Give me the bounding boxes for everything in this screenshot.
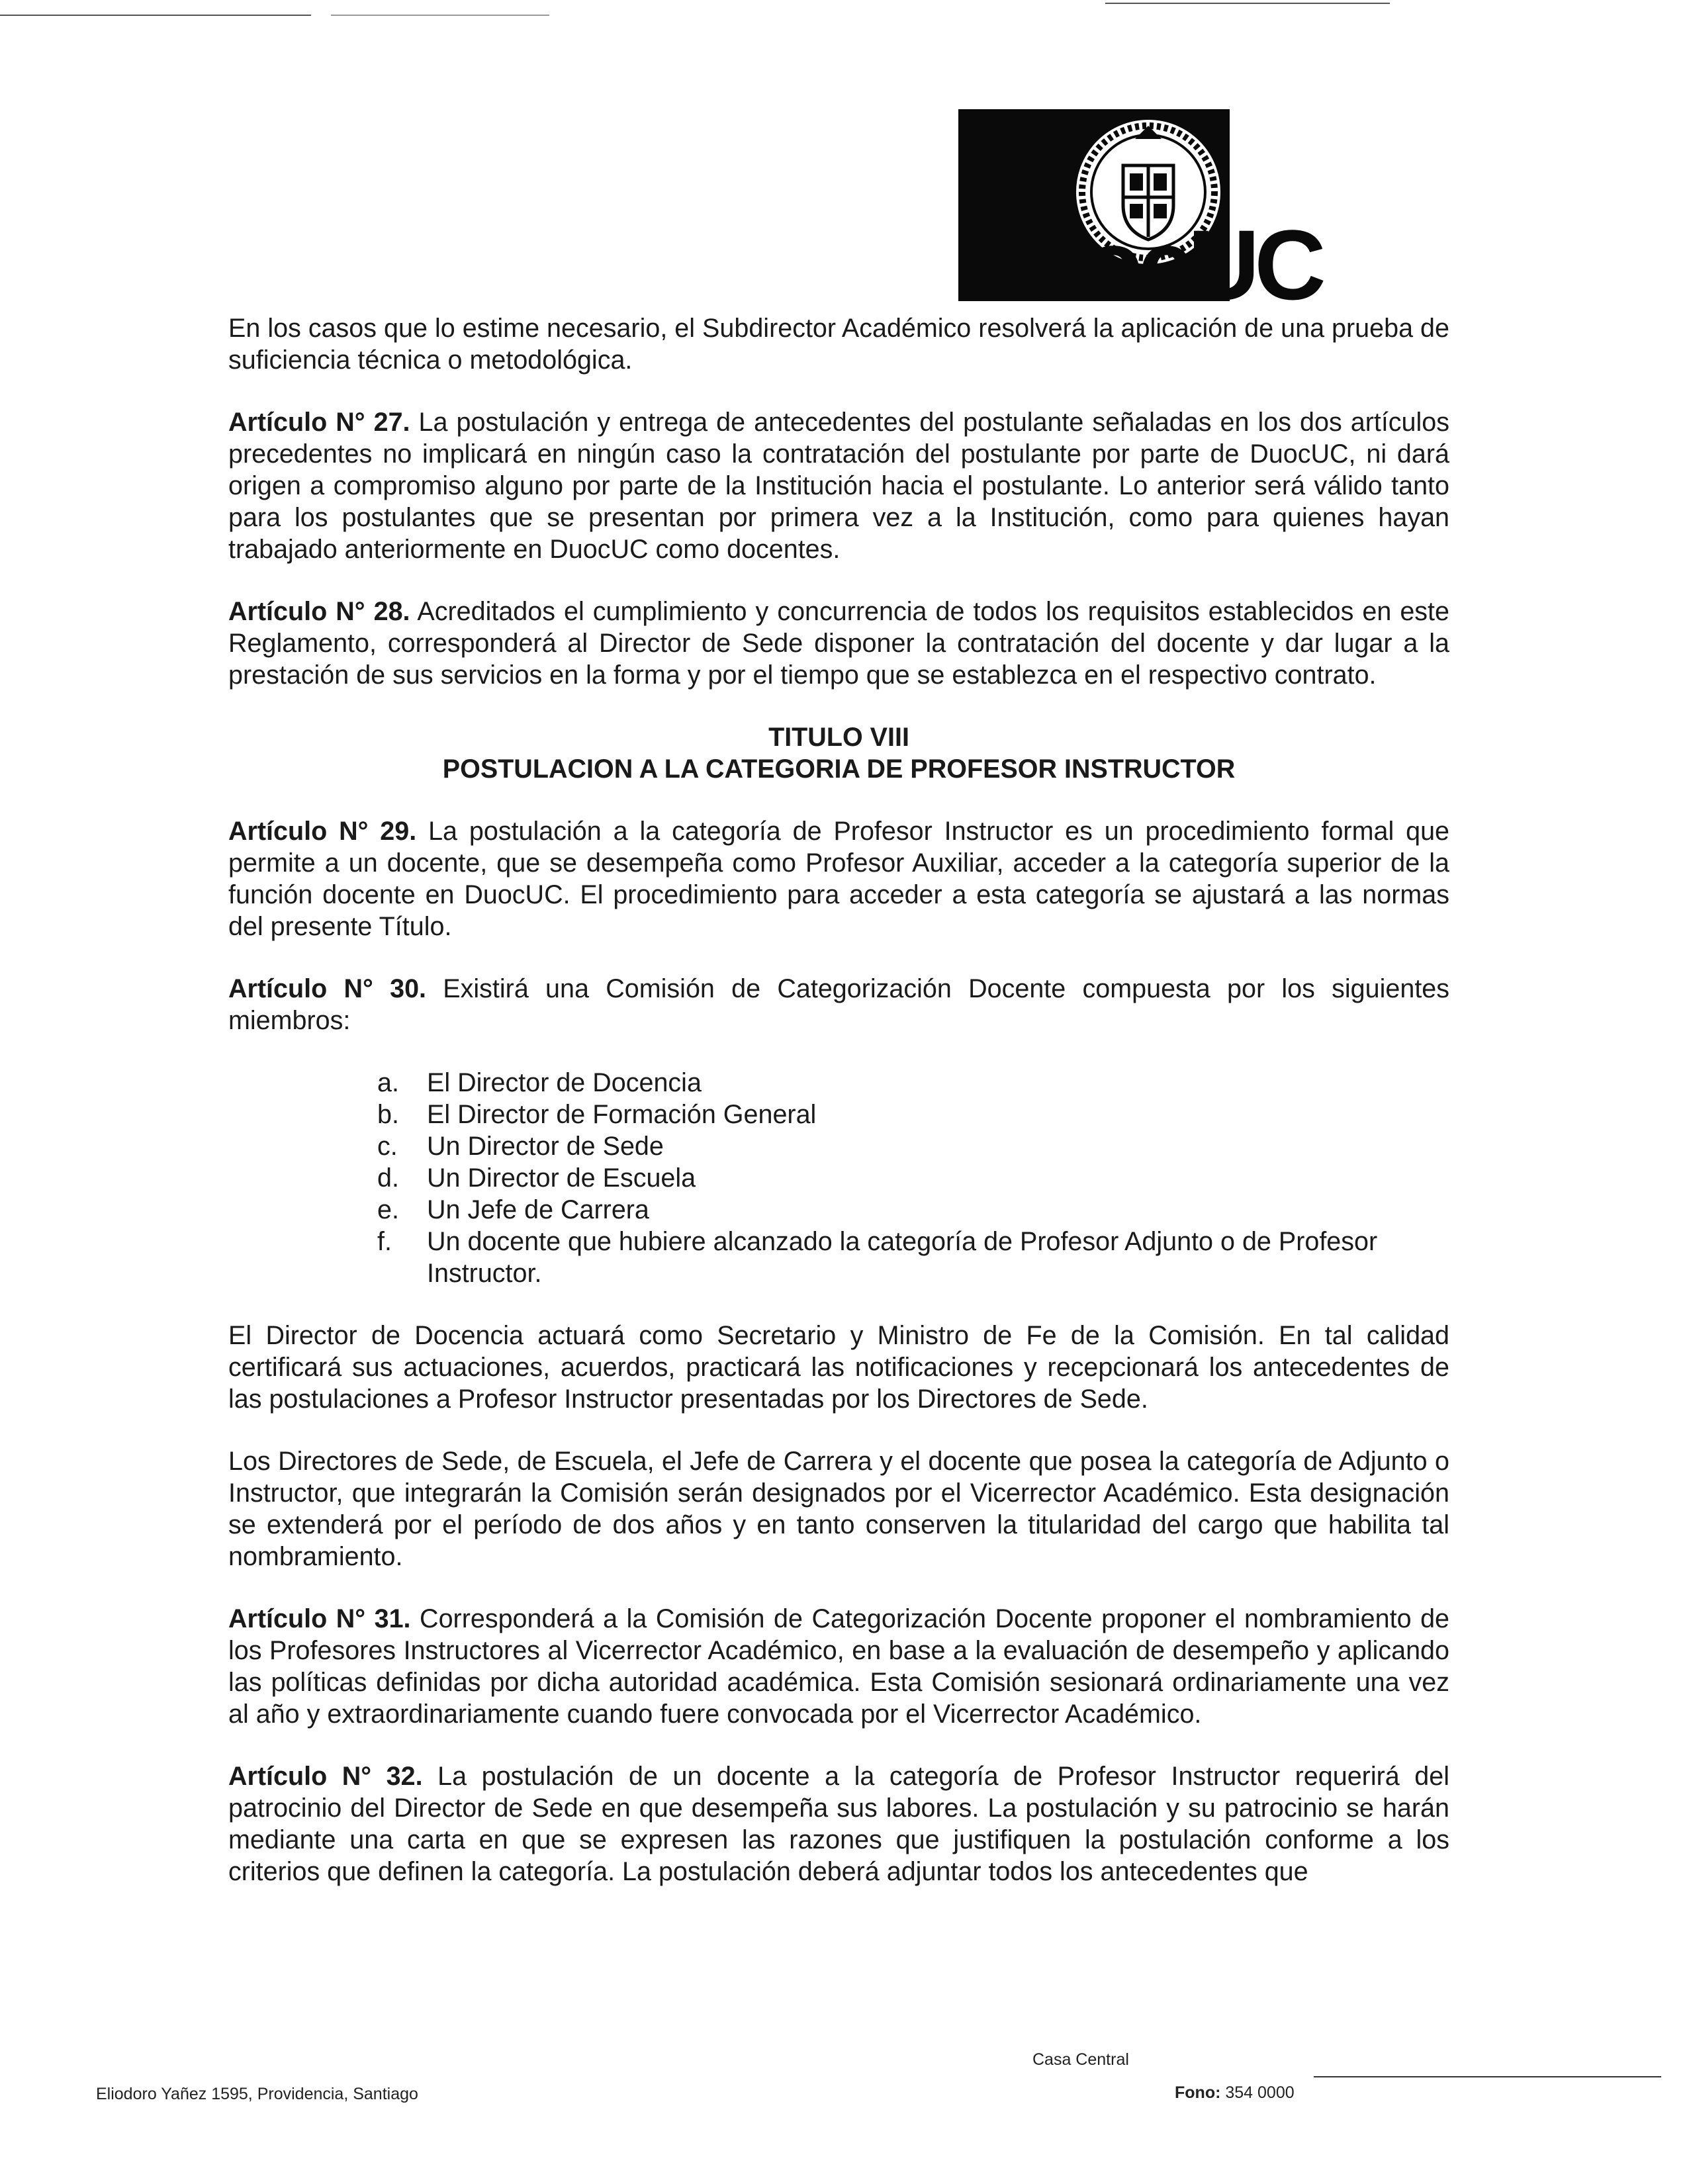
paragraph-secretario: El Director de Docencia actuará como Secretario y Ministro de Fe de la Comisión. En tal calidad certificará sus actuaciones, acuerdos, practicará las notificaciones y recepcionará los antecedentes de las postulaciones a Profesor Instructor presentadas por los Directores de Sede.	[228, 1321, 1449, 1414]
paragraph-directores: Los Directores de Sede, de Escuela, el Jefe de Carrera y el docente que posea la categoría de Adjunto o Instructor, que integrarán la Comisión serán designados por el Vicerrector Académico. Esta designación se extenderá por el período de dos años y en tanto conserven la titularidad del cargo que habilita tal nombramiento.	[228, 1447, 1449, 1571]
list-item-letter: e.	[377, 1195, 399, 1224]
footer-casa-central: Casa Central	[1032, 2050, 1129, 2069]
document-body	[228, 312, 1449, 1918]
list-item	[228, 1099, 1449, 1130]
list-item-letter: d.	[377, 1163, 399, 1193]
article-29-text: La postulación a la categoría de Profesor Instructor es un procedimiento formal que permite a un docente, que se desempeña como Profesor Auxiliar, acceder a la categoría superior de la función docente en DuocUC. El procedimiento para acceder a esta categoría se ajustará a las normas del presente Título.	[228, 817, 1450, 941]
article-32-text: La postulación de un docente a la categoría de Profesor Instructor requerirá del patrocinio del Director de Sede en que desempeña sus labores. La postulación y su patrocinio se harán mediante una carta en que se expresen las razones que justifiquen la postulación conforme a los criterios que definen la categoría. La postulación deberá adjuntar todos los antecedentes que	[228, 1762, 1449, 1886]
list-item-text: Un Jefe de Carrera	[427, 1195, 649, 1224]
scan-top-rule-mid	[331, 15, 549, 16]
footer-phone	[1175, 2083, 1295, 2103]
article-28-label: Artículo N° 28.	[228, 597, 410, 626]
list-item	[228, 1226, 1449, 1289]
list-item-text: El Director de Formación General	[427, 1100, 817, 1129]
list-item	[228, 1162, 1449, 1194]
footer-phone-value: 354 0000	[1220, 2083, 1295, 2102]
list-item	[228, 1194, 1449, 1226]
list-item-letter: a.	[377, 1068, 399, 1097]
logo-text-dark: Duoc	[961, 209, 1188, 320]
list-item	[228, 1130, 1449, 1162]
list-item-text: Un Director de Escuela	[427, 1163, 696, 1193]
article-31	[228, 1603, 1449, 1730]
article-30	[228, 973, 1449, 1036]
logo-text-uc: UC	[1188, 209, 1321, 320]
article-31-text: Corresponderá a la Comisión de Categorización Docente proponer el nombramiento de los Profesores Instructores al Vicerrector Académico, en base a la evaluación de desempeño y aplicando las políticas definidas por dicha autoridad académica. Esta Comisión sesionará ordinariamente una vez al año y extraordinariamente cuando fuere convocada por el Vicerrector Académico.	[228, 1604, 1450, 1729]
article-27-text: La postulación y entrega de antecedentes del postulante señaladas en los dos artículos precedentes no implicará en ningún caso la contratación del postulante por parte de DuocUC, ni dará origen a compromiso alguno por parte de la Institución hacia el postulante. Lo anterior será válido tanto para los postulantes que se presentan por primera vez a la Institución, como para quienes hayan trabajado anteriormente en DuocUC como docentes.	[228, 408, 1450, 564]
duocuc-logo-text	[961, 209, 1321, 320]
article-32	[228, 1760, 1449, 1888]
commission-members-list	[228, 1067, 1449, 1289]
list-item-letter: c.	[377, 1132, 398, 1161]
list-item-letter: b.	[377, 1100, 399, 1129]
title-number: TITULO VIII	[768, 723, 909, 752]
article-28	[228, 596, 1449, 691]
list-item-text: Un Director de Sede	[427, 1132, 664, 1161]
article-32-label: Artículo N° 32.	[228, 1762, 423, 1791]
scan-top-rule-right	[1105, 3, 1390, 4]
footer-address: Eliodoro Yañez 1595, Providencia, Santiago	[96, 2085, 418, 2103]
article-30-text: Existirá una Comisión de Categorización Docente compuesta por los siguientes miembros:	[228, 974, 1450, 1035]
list-item	[228, 1067, 1449, 1099]
article-27-label: Artículo N° 27.	[228, 408, 410, 437]
article-30-label: Artículo N° 30.	[228, 974, 427, 1003]
title-heading: POSTULACION A LA CATEGORIA DE PROFESOR INSTRUCTOR	[442, 754, 1236, 784]
footer-rule	[1314, 2076, 1661, 2077]
article-27	[228, 406, 1449, 565]
article-28-text: Acreditados el cumplimiento y concurrencia de todos los requisitos establecidos en este Reglamento, corresponderá al Director de Sede disponer la contratación del docente y dar lugar a la prestación de sus servicios en la forma y por el tiempo que se establezca en el respectivo contrato.	[228, 597, 1449, 690]
list-item-text: El Director de Docencia	[427, 1068, 702, 1097]
footer-phone-label: Fono:	[1175, 2083, 1221, 2102]
paragraph-suficiencia: En los casos que lo estime necesario, el Subdirector Académico resolverá la aplicación de una prueba de suficiencia técnica o metodológica.	[228, 314, 1449, 375]
article-29-label: Artículo N° 29.	[228, 817, 417, 846]
article-29	[228, 815, 1449, 942]
article-31-label: Artículo N° 31.	[228, 1604, 411, 1633]
list-item-letter: f.	[377, 1227, 392, 1256]
section-title	[228, 721, 1449, 785]
scan-top-rule-left	[0, 15, 311, 16]
list-item-text: Un docente que hubiere alcanzado la categoría de Profesor Adjunto o de Profesor Instructor.	[427, 1227, 1378, 1288]
